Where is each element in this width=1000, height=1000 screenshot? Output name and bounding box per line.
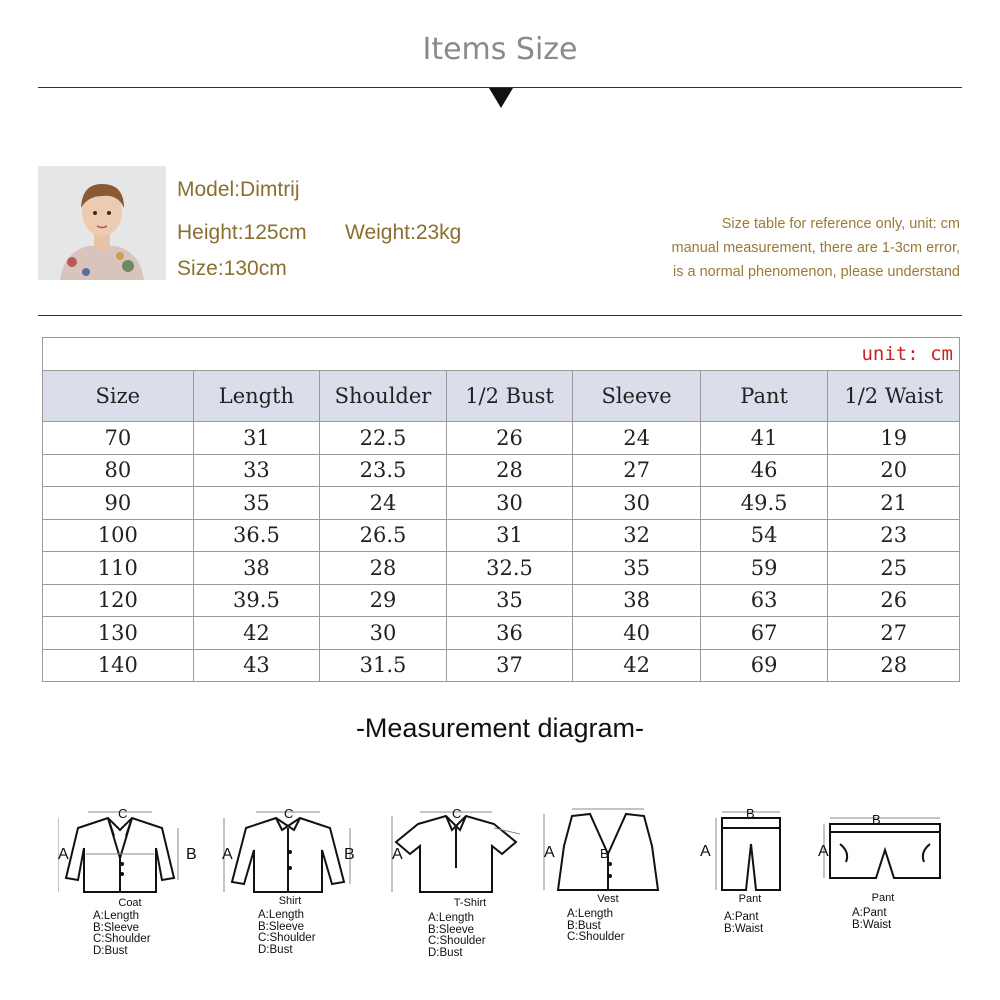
legend-item: B:Sleeve [93,921,140,934]
table-cell: 21 [828,487,960,520]
shirt-legend [258,910,316,956]
size-table [42,337,960,682]
dim-c-label: C [452,806,462,821]
note-line-1: Size table for reference only, unit: cm [721,216,960,232]
tshirt-legend [428,913,486,959]
table-cell: 31 [446,519,573,552]
table-cell: 26 [828,584,960,617]
table-cell: 38 [573,584,701,617]
tshirt-diagram [390,808,530,900]
table-cell: 39.5 [193,584,320,617]
model-photo [38,166,166,280]
table-cell: 30 [446,487,573,520]
dim-a-label: A [222,846,233,863]
table-cell: 42 [193,617,320,650]
table-row [43,454,960,487]
table-cell: 35 [446,584,573,617]
table-cell: 23 [828,519,960,552]
table-row [43,487,960,520]
dim-c-label: C [284,806,294,821]
legend-item: A:Length [258,909,305,921]
legend-item: C:Shoulder [93,933,151,945]
dim-b-label: B [344,846,355,863]
legend-item: B:Sleeve [258,920,305,933]
table-row [43,649,960,682]
table-cell: 25 [828,552,960,585]
down-arrow-icon [489,88,513,108]
table-cell: 37 [446,649,573,682]
table-cell: 27 [573,454,701,487]
legend-item: B:Waist [724,922,764,935]
legend-item: C:Shoulder [567,931,625,943]
table-cell: 29 [320,584,447,617]
dim-a-label: A [58,846,69,863]
garment-name: Pant [871,892,895,904]
table-cell: 20 [828,454,960,487]
table-cell: 28 [320,552,447,585]
table-cell: 69 [700,649,828,682]
model-divider [38,315,962,316]
garment-name: Pant [738,893,762,905]
legend-item: B:Sleeve [428,923,475,936]
table-cell: 22.5 [320,422,447,455]
dim-b-label: B [186,846,197,863]
table-cell: 30 [320,617,447,650]
header-pant: Pant [700,371,828,422]
pant-short-legend [852,908,891,931]
table-cell: 59 [700,552,828,585]
legend-item: B:Waist [852,918,892,931]
legend-item: A:Length [567,908,614,920]
table-cell: 80 [43,454,194,487]
table-cell: 19 [828,422,960,455]
garment-name: Coat [118,897,142,909]
table-cell: 26 [446,422,573,455]
legend-item: B:Bust [567,919,601,932]
table-cell: 42 [573,649,701,682]
table-cell: 27 [828,617,960,650]
table-cell: 100 [43,519,194,552]
dim-b-label: B [872,812,881,827]
pant-long-legend [724,912,763,935]
table-cell: 120 [43,584,194,617]
header-shoulder: Shoulder [320,371,447,422]
header-sleeve: Sleeve [573,371,701,422]
table-cell: 26.5 [320,519,447,552]
table-body [43,422,960,682]
table-cell: 24 [320,487,447,520]
header-length: Length [193,371,320,422]
table-cell: 90 [43,487,194,520]
model-weight: Weight:23kg [345,221,462,244]
table-row [43,519,960,552]
legend-item: A:Length [93,910,140,922]
table-row [43,422,960,455]
vest-legend [567,909,625,944]
dim-a-label: A [392,846,403,863]
garment-name: Shirt [278,895,302,907]
model-name: Model:Dimtrij [177,178,300,201]
dim-c-label: C [118,806,128,821]
note-line-3: is a normal phenomenon, please understand [673,264,960,280]
table-cell: 70 [43,422,194,455]
table-row [43,584,960,617]
note-line-2: manual measurement, there are 1-3cm error, [671,240,960,256]
table-cell: 32 [573,519,701,552]
model-height: Height:125cm [177,221,307,244]
legend-item: C:Shoulder [428,935,486,947]
garment-name: Vest [597,893,619,905]
table-cell: 110 [43,552,194,585]
table-cell: 63 [700,584,828,617]
table-cell: 36.5 [193,519,320,552]
table-row [43,552,960,585]
table-cell: 23.5 [320,454,447,487]
table-header-row [43,371,960,422]
legend-item: D:Bust [428,946,463,959]
table-cell: 67 [700,617,828,650]
table-cell: 30 [573,487,701,520]
table-row [43,617,960,650]
table-cell: 43 [193,649,320,682]
coat-legend [93,911,151,957]
dim-b-label: B [600,846,609,861]
table-cell: 41 [700,422,828,455]
legend-item: A:Length [428,912,475,924]
page-title: Items Size [422,32,578,67]
table-cell: 28 [828,649,960,682]
table-cell: 38 [193,552,320,585]
table-cell: 40 [573,617,701,650]
legend-item: D:Bust [258,943,293,956]
header-size: Size [43,371,194,422]
table-cell: 33 [193,454,320,487]
pant-short-diagram [818,814,948,884]
garment-name: T-Shirt [453,897,487,909]
unit-row [43,338,960,371]
table-cell: 130 [43,617,194,650]
diagram-title: -Measurement diagram- [355,713,645,743]
dim-a-label: A [818,843,829,860]
dim-b-label: B [746,806,755,821]
header-half-waist: 1/2 Waist [828,371,960,422]
legend-item: D:Bust [93,944,128,957]
table-cell: 54 [700,519,828,552]
unit-label: unit: cm [43,338,960,371]
dim-a-label: A [544,844,555,861]
dim-a-label: A [700,843,711,860]
table-cell: 140 [43,649,194,682]
table-cell: 49.5 [700,487,828,520]
legend-item: C:Shoulder [258,932,316,944]
table-cell: 36 [446,617,573,650]
table-cell: 32.5 [446,552,573,585]
model-size: Size:130cm [177,257,287,280]
header-half-bust: 1/2 Bust [446,371,573,422]
table-cell: 35 [573,552,701,585]
table-cell: 35 [193,487,320,520]
table-cell: 24 [573,422,701,455]
legend-item: A:Pant [724,911,759,923]
table-cell: 46 [700,454,828,487]
table-cell: 31.5 [320,649,447,682]
legend-item: A:Pant [852,907,887,919]
table-cell: 28 [446,454,573,487]
table-cell: 31 [193,422,320,455]
